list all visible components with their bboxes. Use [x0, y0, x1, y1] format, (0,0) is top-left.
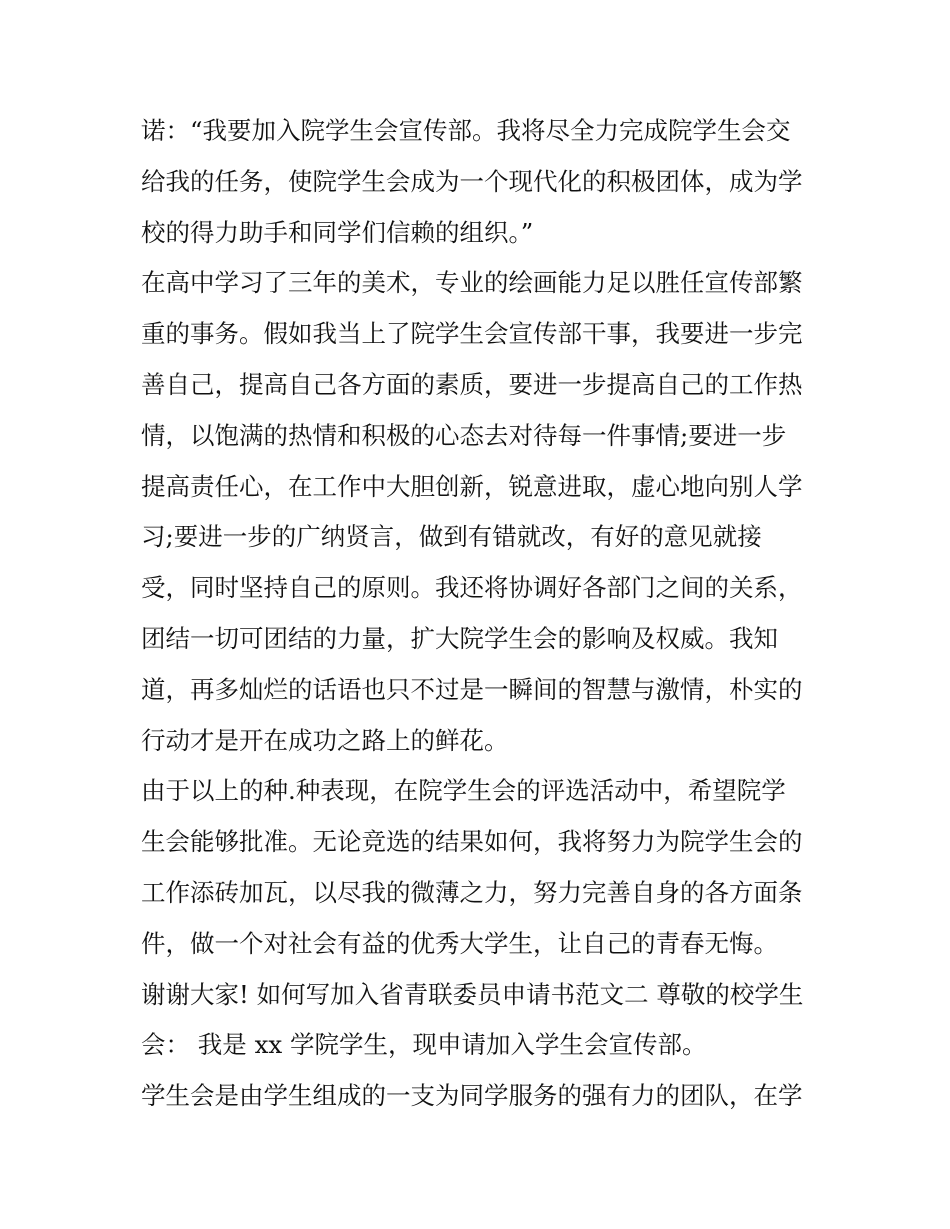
- text-line: 情，以饱满的热情和积极的心态去对待每一件事情;要进一步: [141, 420, 787, 450]
- text-line: 善自己，提高自己各方面的素质，要进一步提高自己的工作热: [141, 369, 803, 399]
- text-line: 给我的任务，使院学生会成为一个现代化的积极团体，成为学: [141, 166, 803, 196]
- text-line: 重的事务。假如我当上了院学生会宣传部干事，我要进一步完: [141, 319, 803, 349]
- document-body: [141, 111, 821, 1127]
- text-line: 道，再多灿烂的话语也只不过是一瞬间的智慧与激情，朴实的: [141, 674, 803, 704]
- text-line: 习;要进一步的广纳贤言，做到有错就改，有好的意见就接: [141, 522, 762, 552]
- text-line: 会： 我是 xx 学院学生，现申请加入学生会宣传部。: [141, 1030, 707, 1060]
- text-line: 行动才是开在成功之路上的鲜花。: [141, 725, 509, 755]
- text-line: 诺：“我要加入院学生会宣传部。我将尽全力完成院学生会交: [141, 116, 791, 145]
- text-line: 生会能够批准。无论竞选的结果如何，我将努力为院学生会的: [141, 827, 803, 857]
- text-line: 校的得力助手和同学们信赖的组织。”: [141, 217, 534, 247]
- text-line: 学生会是由学生组成的一支为同学服务的强有力的团队，在学: [141, 1081, 803, 1111]
- text-line: 件，做一个对社会有益的优秀大学生，让自己的青春无悔。: [141, 928, 778, 958]
- text-line: 团结一切可团结的力量，扩大院学生会的影响及权威。我知: [141, 623, 778, 653]
- text-line: 谢谢大家! 如何写加入省青联委员申请书范文二 尊敬的校学生: [141, 979, 804, 1009]
- text-line: 由于以上的种.种表现，在院学生会的评选活动中，希望院学: [141, 776, 786, 806]
- text-line: 提高责任心，在工作中大胆创新，锐意进取，虚心地向别人学: [141, 471, 803, 501]
- text-line: 在高中学习了三年的美术，专业的绘画能力足以胜任宣传部繁: [141, 268, 803, 298]
- text-line: 工作添砖加瓦，以尽我的微薄之力，努力完善自身的各方面条: [141, 877, 803, 907]
- text-line: 受，同时坚持自己的原则。我还将协调好各部门之间的关系，: [141, 573, 803, 603]
